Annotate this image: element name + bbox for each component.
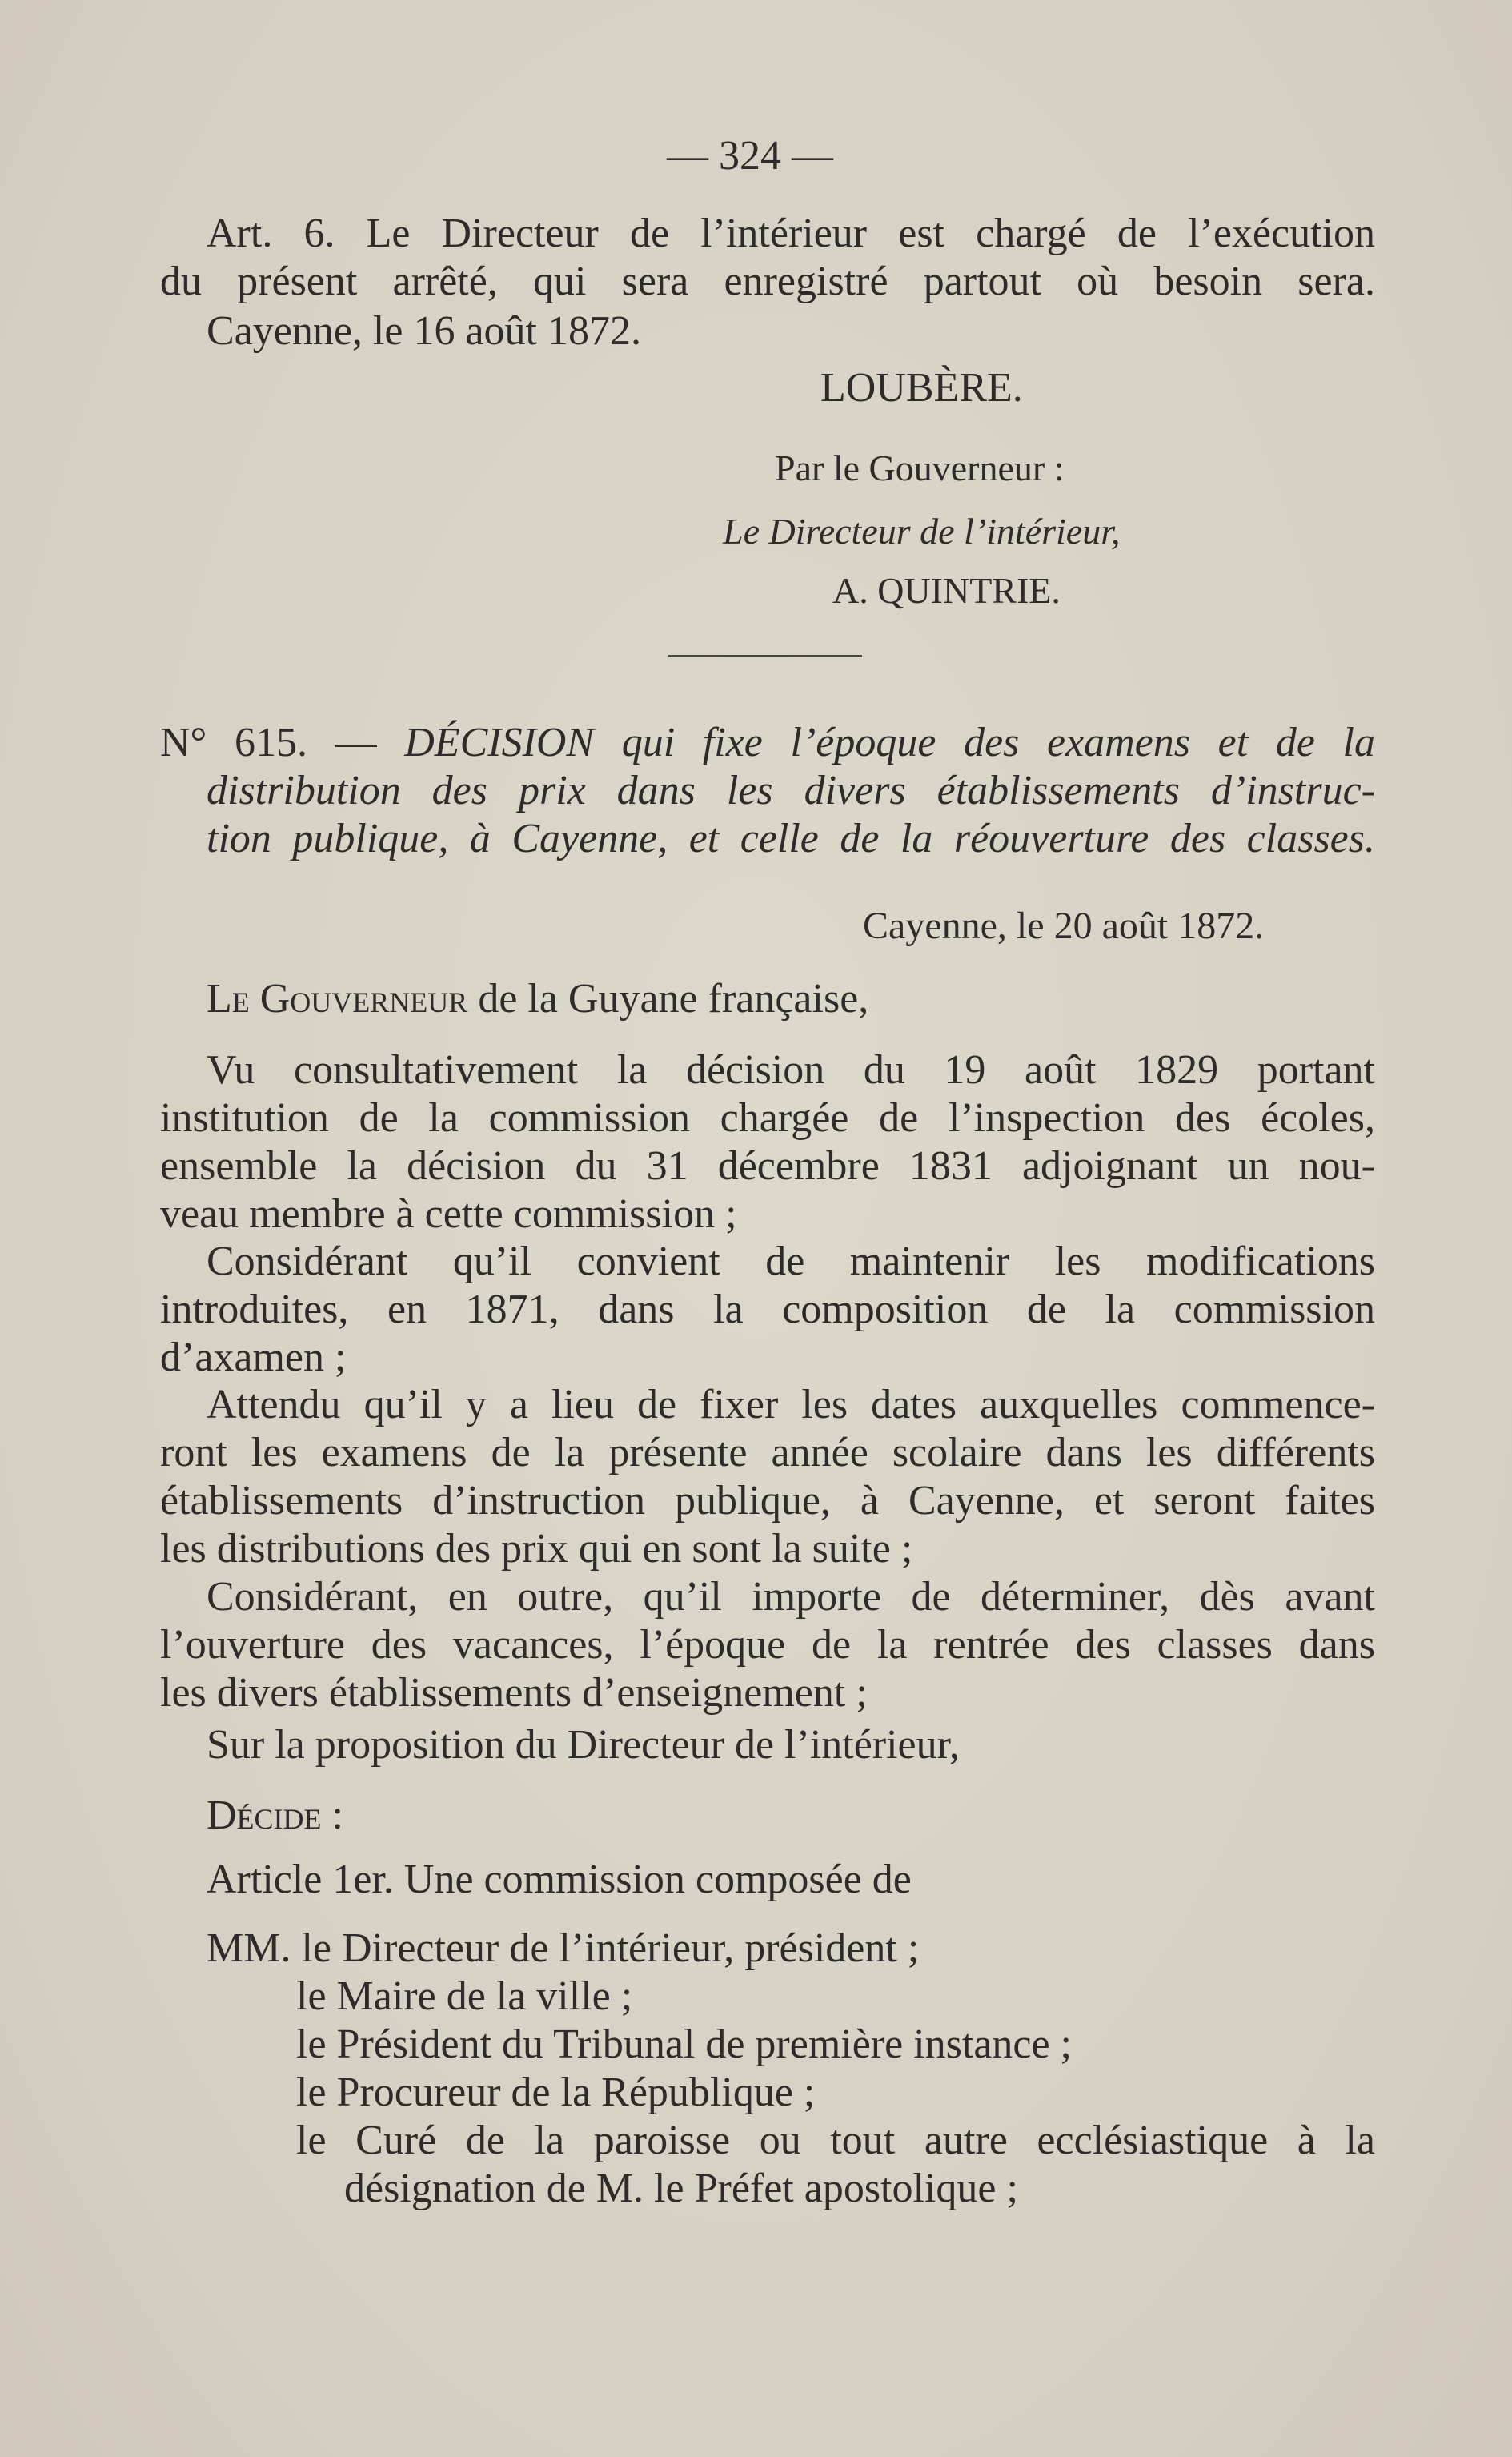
decision-number: N° 615. — (160, 720, 377, 765)
directeur-name: A. QUINTRIE. (832, 570, 1061, 611)
vu-line-4: veau membre à cette commission ; (160, 1191, 737, 1237)
gouverneur-title: Le Gouverneur (207, 976, 468, 1022)
par-le-gouverneur: Par le Gouverneur : (775, 448, 1065, 488)
decision-heading-line-2: distribution des prix dans les divers établissements d’instruc- (207, 768, 1375, 813)
art6-line-1: Art. 6. Le Directeur de l’intérieur est chargé de l’exécution (207, 211, 1375, 256)
considerant1-line-2: introduites, en 1871, dans la composition de la commission (160, 1287, 1375, 1332)
considerant2-line-2: l’ouverture des vacances, l’époque de la rentrée des classes dans (160, 1622, 1375, 1668)
considerant1-line-3: d’axamen ; (160, 1335, 347, 1380)
art6-place-date: Cayenne, le 16 août 1872. (207, 308, 641, 354)
sur-la-proposition: Sur la proposition du Directeur de l’intérieur, (207, 1722, 960, 1768)
attendu-line-3: établissements d’instruction publique, à Cayenne, et seront faites (160, 1478, 1375, 1524)
art6-line-2: du présent arrêté, qui sera enregistré partout où besoin sera. (160, 259, 1375, 304)
decision-heading-line-3: tion publique, à Cayenne, et celle de la réouverture des classes. (207, 816, 1375, 861)
considerant2-line-3: les divers établissements d’enseignement ; (160, 1670, 868, 1716)
vu-line-2: institution de la commission chargée de l’inspection des écoles, (160, 1095, 1375, 1141)
attendu-line-4: les distributions des prix qui en sont la suite ; (160, 1526, 913, 1572)
vu-line-1: Vu consultativement la décision du 19 août 1829 portant (207, 1047, 1375, 1093)
signature-loubere: LOUBÈRE. (820, 365, 1023, 411)
considerant1-line-1: Considérant qu’il convient de maintenir les modifications (207, 1239, 1375, 1284)
decision-heading-line-1 (160, 719, 1375, 769)
member-5-continued: désignation de M. le Préfet apostolique ; (344, 2166, 1018, 2211)
member-3: le Président du Tribunal de première instance ; (296, 2021, 1073, 2067)
attendu-line-2: ront les examens de la présente année scolaire dans les différents (160, 1430, 1375, 1475)
member-4: le Procureur de la République ; (296, 2070, 816, 2115)
decision-place-date: Cayenne, le 20 août 1872. (863, 905, 1265, 947)
considerant2-line-1: Considérant, en outre, qu’il importe de déterminer, dès avant (207, 1574, 1375, 1620)
directeur-title: Le Directeur de l’intérieur, (723, 511, 1121, 552)
decision-title-start: DÉCISION qui fixe l’époque des examens et de la (404, 720, 1375, 765)
member-5: le Curé de la paroisse ou tout autre ecclésiastique à la (296, 2118, 1375, 2163)
gouverneur-intro (207, 975, 868, 1023)
decide-heading: Décide : (207, 1793, 343, 1838)
attendu-line-1: Attendu qu’il y a lieu de fixer les dates auxquelles commence- (207, 1382, 1375, 1427)
page-number: — 324 — (667, 133, 833, 179)
article-1: Article 1er. Une commission composée de (207, 1857, 912, 1902)
section-divider (668, 655, 862, 657)
vu-line-3: ensemble la décision du 31 décembre 1831 adjoignant un nou- (160, 1143, 1375, 1189)
member-2: le Maire de la ville ; (296, 1973, 633, 2019)
gouverneur-rest: de la Guyane française, (467, 976, 869, 1022)
member-1: MM. le Directeur de l’intérieur, président ; (207, 1925, 920, 1971)
